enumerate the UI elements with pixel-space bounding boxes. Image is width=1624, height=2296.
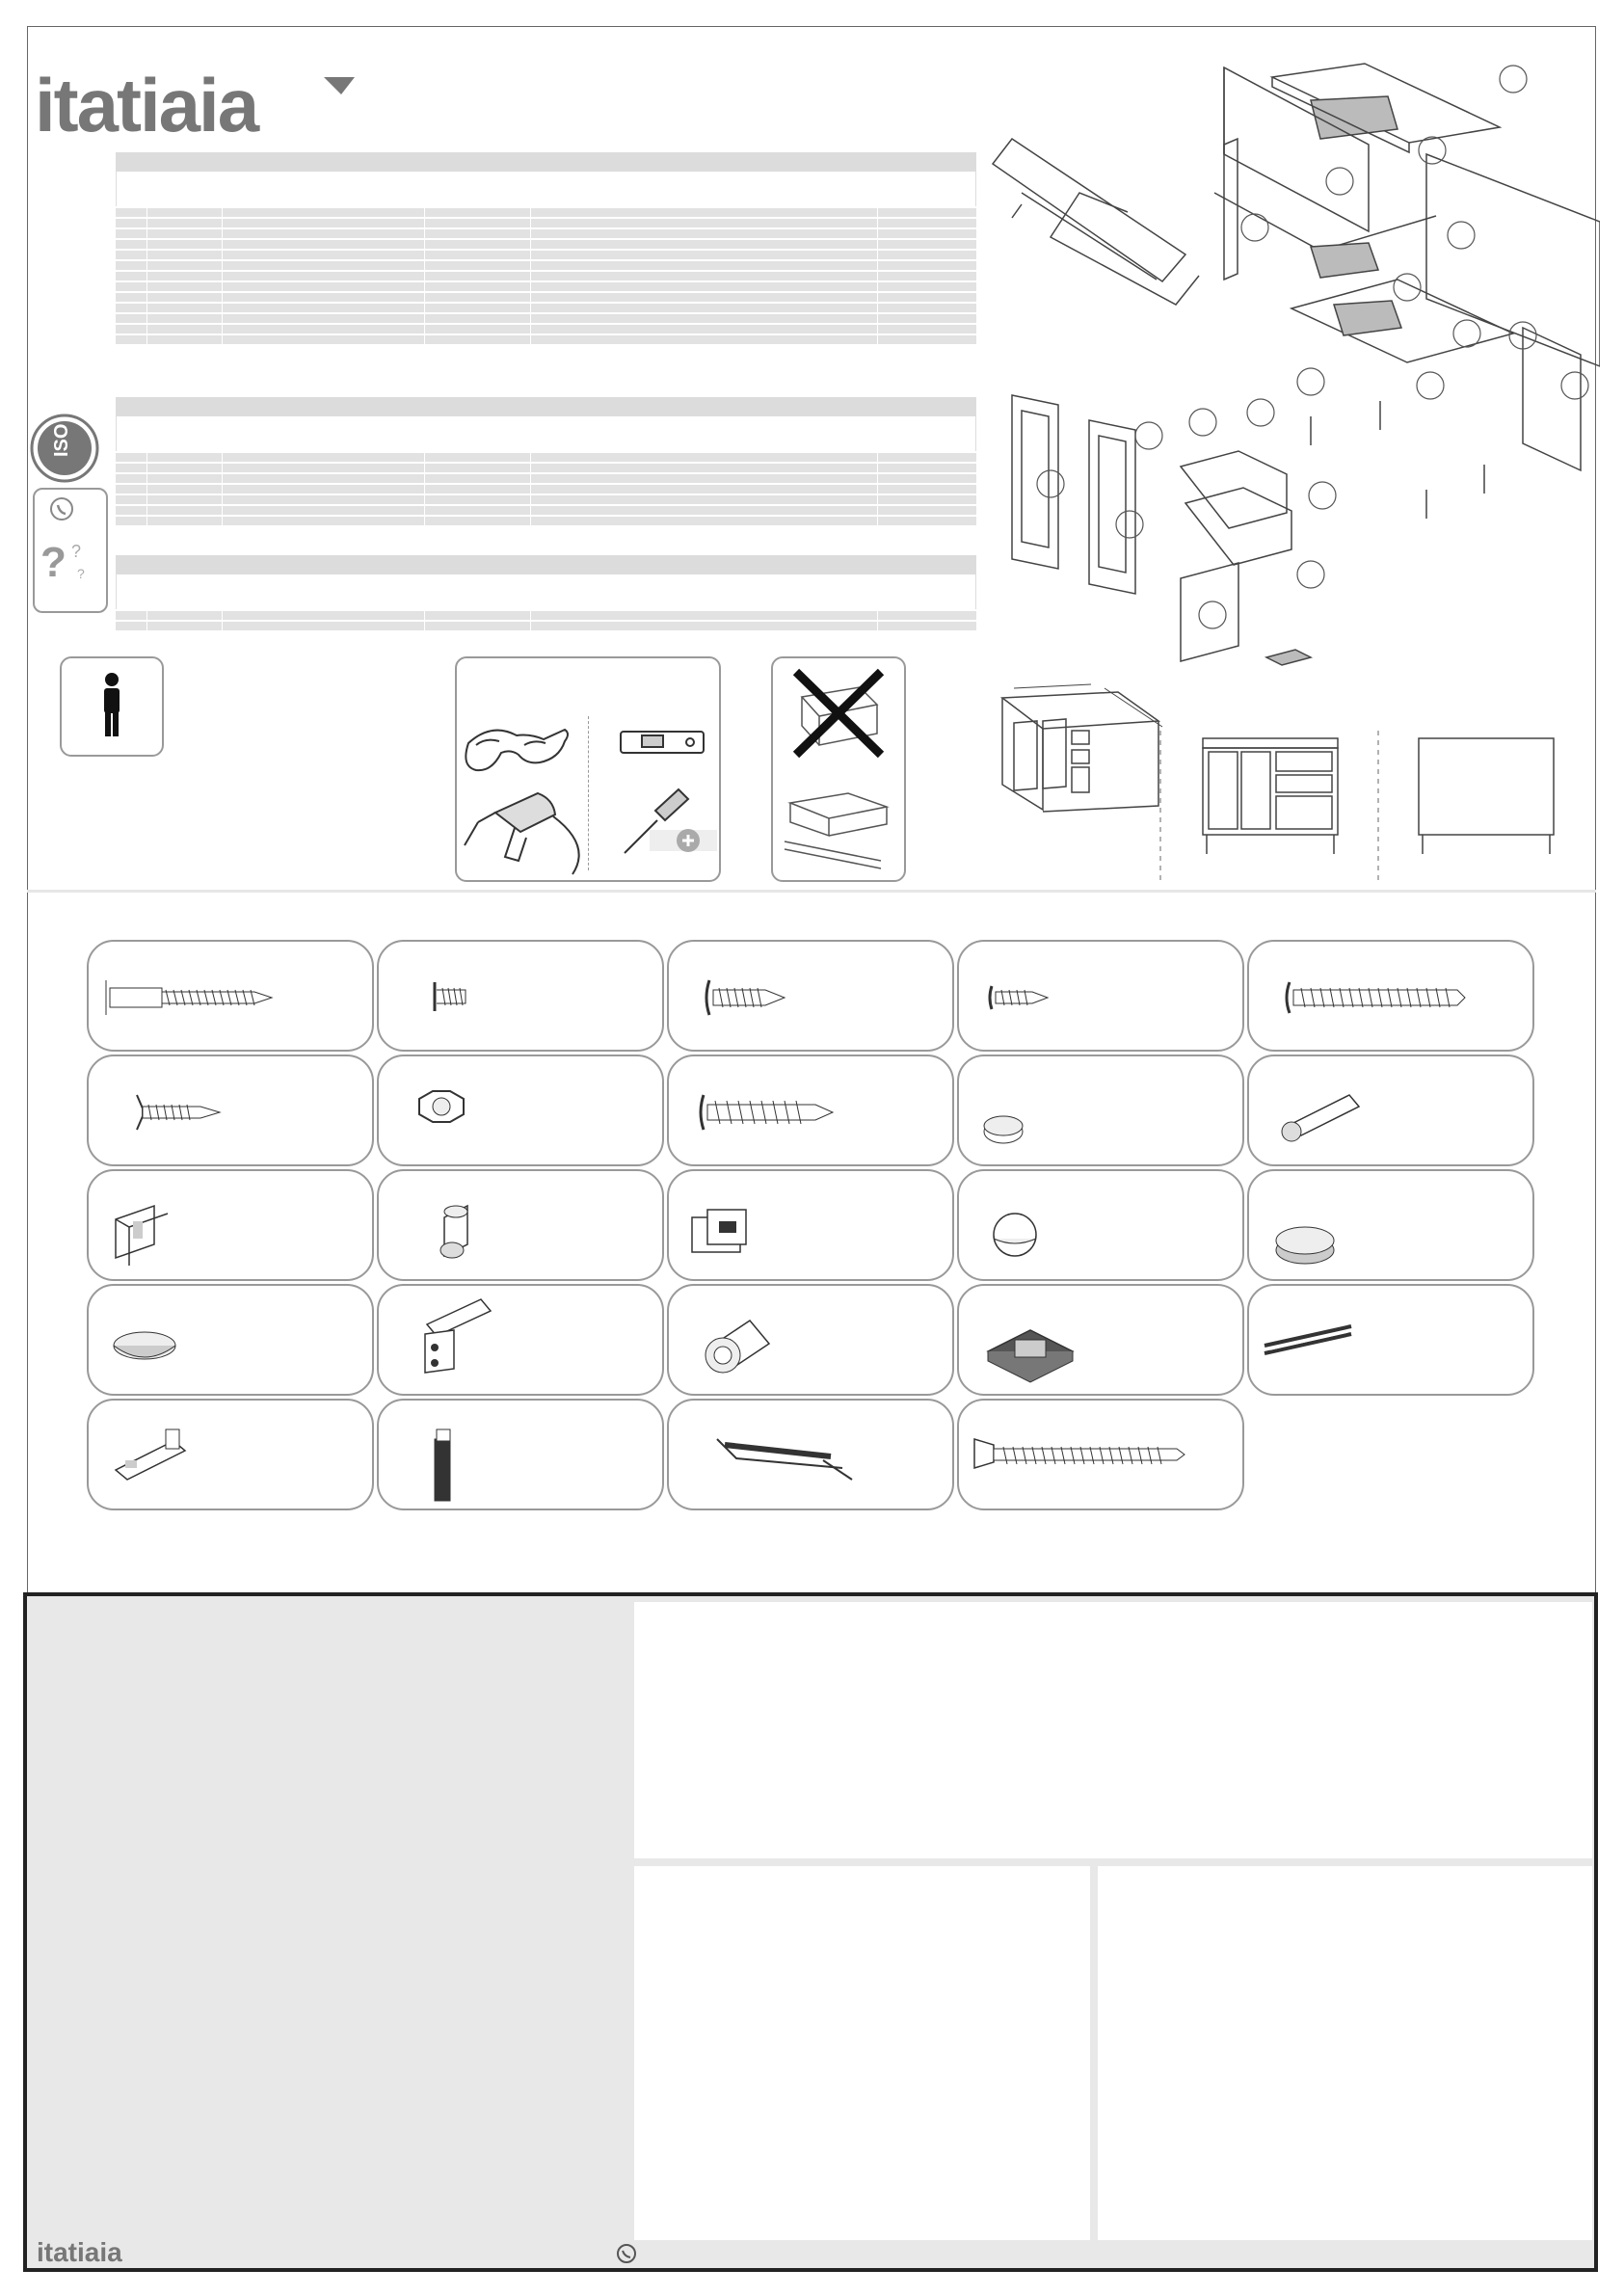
care-warning-panel <box>771 656 906 882</box>
hardware-item-long-pan-head-screw <box>1247 940 1534 1052</box>
table-row <box>116 208 976 217</box>
table-row <box>116 622 976 630</box>
table-row <box>116 611 976 620</box>
chipboard-screw-icon <box>669 1056 956 1168</box>
hardware-item-long-countersunk-screw <box>957 1399 1244 1510</box>
whatsapp-icon <box>615 2242 638 2265</box>
parts-table-1 <box>116 152 976 344</box>
brand-logo <box>35 67 362 139</box>
hardware-item-cam-bushing <box>667 1284 954 1396</box>
svg-text:?: ? <box>40 539 67 586</box>
svg-text:?: ? <box>71 542 82 561</box>
table-row <box>116 282 976 291</box>
person-icon <box>62 658 162 755</box>
wall-plug-icon <box>1249 1056 1536 1168</box>
table-row <box>116 240 976 249</box>
hardware-item-drawer-slides <box>1247 1284 1534 1396</box>
pan-head-screw-icon <box>669 942 956 1054</box>
svg-text:itatiaia: itatiaia <box>37 2237 122 2267</box>
corner-bracket-icon <box>89 1171 376 1283</box>
safety-glasses-icon <box>466 730 568 770</box>
front-view <box>1203 738 1338 854</box>
hardware-item-short-flat-head-screw <box>377 940 664 1052</box>
table-row <box>116 261 976 270</box>
cam-dowel-icon <box>379 1171 666 1283</box>
level-icon <box>621 732 704 753</box>
flat-box-icon <box>785 793 887 868</box>
table-row <box>116 314 976 323</box>
countersunk-screw-icon <box>89 1056 376 1168</box>
short-flat-head-screw-icon <box>379 942 666 1054</box>
table-row <box>116 485 976 494</box>
handle-icon <box>669 1401 956 1512</box>
table-row <box>116 464 976 472</box>
hardware-item-drawer-clip <box>667 1169 954 1281</box>
table-row <box>116 335 976 344</box>
hex-nut-icon <box>379 1056 666 1168</box>
table-row <box>116 495 976 504</box>
hardware-item-cover-cap <box>1247 1169 1534 1281</box>
long-bolt-screw-icon <box>89 942 376 1054</box>
svg-text:itatiaia: itatiaia <box>35 67 258 139</box>
footer-panel-right <box>1098 1866 1592 2240</box>
hardware-item-chipboard-screw <box>667 1055 954 1166</box>
hardware-item-round-cap <box>87 1284 374 1396</box>
hardware-item-hinge <box>377 1284 664 1396</box>
hardware-item-wall-plug <box>1247 1055 1534 1166</box>
table-row <box>116 219 976 227</box>
footer-panel-top <box>634 1602 1592 1858</box>
iso-badge <box>29 413 100 484</box>
tools-panel <box>455 656 721 882</box>
cover-cap-icon <box>1249 1171 1536 1283</box>
drawer-slides-icon <box>1249 1286 1536 1398</box>
parts-table-2 <box>116 397 976 525</box>
hardware-item-corner-bracket <box>87 1169 374 1281</box>
leveling-foot-base-icon <box>959 1286 1246 1398</box>
table-row <box>116 325 976 334</box>
hardware-item-countersunk-screw <box>87 1055 374 1166</box>
table-row <box>116 272 976 280</box>
small-foot-cap-icon <box>959 1056 1246 1168</box>
table-row <box>116 293 976 302</box>
one-person-box <box>60 656 164 757</box>
phone-icon <box>51 498 72 520</box>
hardware-item-handle <box>667 1399 954 1510</box>
table-row <box>116 474 976 483</box>
long-pan-head-screw-icon <box>1249 942 1536 1054</box>
hardware-item-cam-dowel <box>377 1169 664 1281</box>
drawer-clip-icon <box>669 1171 956 1283</box>
shelf-pin-icon <box>89 1401 376 1512</box>
table-row <box>116 304 976 312</box>
square-leg-icon <box>379 1401 666 1512</box>
hardware-item-small-foot-cap <box>957 1055 1244 1166</box>
exploded-view-drawing <box>983 29 1600 684</box>
hardware-item-square-leg <box>377 1399 664 1510</box>
footer-logo <box>37 2234 191 2269</box>
footer-panel-left <box>634 1866 1090 2240</box>
round-cap-icon <box>89 1286 376 1398</box>
hardware-item-hex-nut <box>377 1055 664 1166</box>
finished-views <box>975 675 1592 887</box>
hardware-item-shelf-pin <box>87 1399 374 1510</box>
svg-text:ISO: ISO <box>51 423 72 457</box>
small-pan-head-screw-icon <box>959 942 1246 1054</box>
cam-bushing-icon <box>669 1286 956 1398</box>
round-knob-icon <box>959 1171 1246 1283</box>
table-row <box>116 517 976 525</box>
table-row <box>116 229 976 238</box>
section-divider <box>27 890 1596 893</box>
hardware-item-leveling-foot-base <box>957 1284 1244 1396</box>
screwdriver-icon <box>625 789 717 853</box>
contact-box <box>33 488 108 613</box>
back-view <box>1419 738 1554 854</box>
parts-table-3 <box>116 555 976 630</box>
hardware-item-round-knob <box>957 1169 1244 1281</box>
table-row <box>116 506 976 515</box>
hardware-item-long-bolt-screw <box>87 940 374 1052</box>
footer-block <box>23 1592 1598 2272</box>
drill-icon <box>465 793 579 874</box>
table-row <box>116 251 976 259</box>
question-icon <box>40 539 85 586</box>
svg-text:?: ? <box>77 566 85 581</box>
hardware-item-small-pan-head-screw <box>957 940 1244 1052</box>
perspective-view <box>1002 684 1162 812</box>
long-countersunk-screw-icon <box>959 1401 1246 1512</box>
hinge-icon <box>379 1286 666 1398</box>
table-row <box>116 453 976 462</box>
hardware-item-pan-head-screw <box>667 940 954 1052</box>
